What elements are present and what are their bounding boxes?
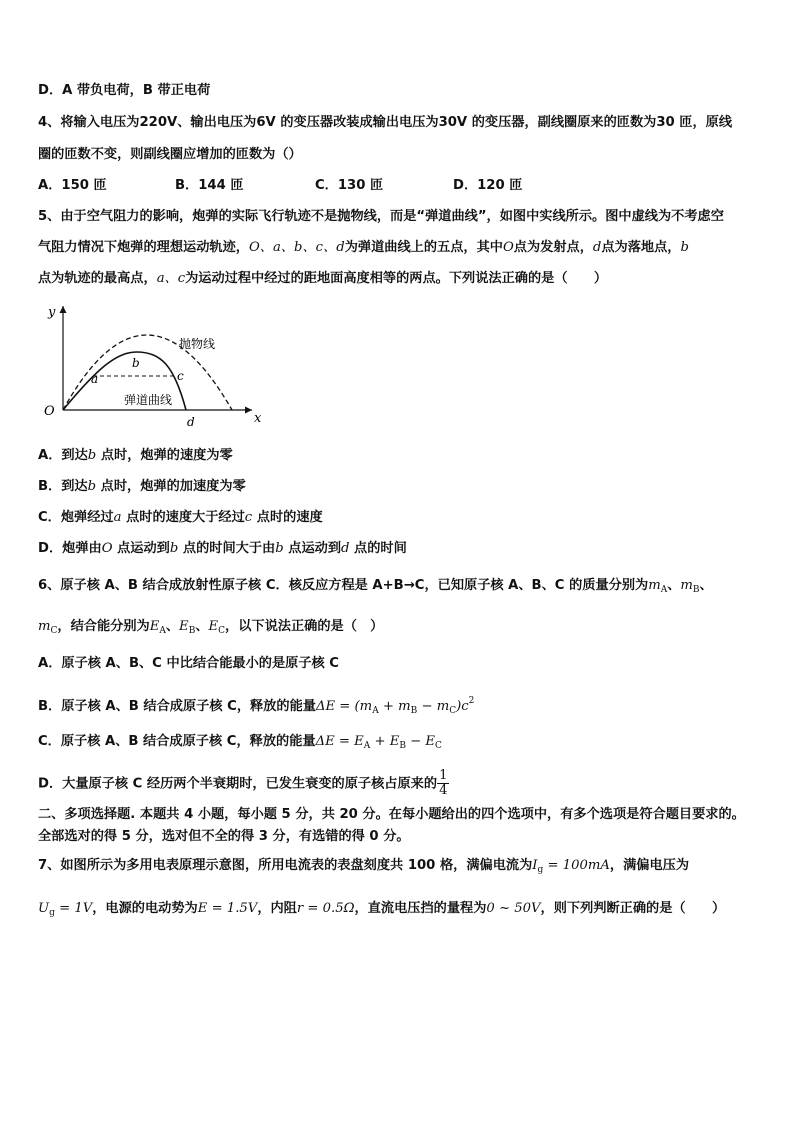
prev-question-option-d: D．A 带负电荷，B 带正电荷 <box>38 83 211 98</box>
q6-option-c: C．原子核 A、B 结合成原子核 C，释放的能量$\Delta E = E_A + E_B - E_C$ <box>38 734 442 751</box>
fraction-one-quarter: $\frac{1}{4}$ <box>439 768 448 798</box>
q4-stem-line1: 4、将输入电压为220V、输出电压为6V 的变压器改装成输出电压为30V 的变压器，副线圈原来的匝数为30 匝，原线 <box>38 115 733 130</box>
trajectory-figure <box>36 300 272 436</box>
point-a-label: a <box>91 372 99 386</box>
section2-instructions-line2: 全部选对的得 5 分，选对但不全的得 3 分，有选错的得 0 分。 <box>38 829 410 844</box>
point-c-label: c <box>177 369 184 383</box>
q4-option-b: B．144 匝 <box>175 178 244 193</box>
q6-option-a: A．原子核 A、B、C 中比结合能最小的是原子核 C <box>38 656 339 671</box>
q4-stem-line2: 圈的匝数不变，则副线圈应增加的匝数为（） <box>38 147 302 162</box>
q4-options <box>38 177 760 195</box>
point-d-label: d <box>187 415 195 429</box>
section2-instructions-line1: 二、多项选择题. 本题共 4 小题，每小题 5 分，共 20 分。在每小题给出的四个选项中，有多个选项是符合题目要求的。 <box>38 807 745 822</box>
q6-option-b: B．原子核 A、B 结合成原子核 C，释放的能量$\Delta E = (m_A + m_B - m_C)c^2$ <box>38 696 475 716</box>
origin-label: O <box>44 404 55 419</box>
q5-stem-line2: 气阻力情况下炮弹的理想运动轨迹，O、a、b、c、d为弹道曲线上的五点，其中O点为发射点，d点为落地点，b <box>38 240 689 255</box>
q5-option-a: A．到达b 点时，炮弹的速度为零 <box>38 448 233 463</box>
q5-option-d: D．炮弹由O 点运动到b 点的时间大于由b 点运动到d 点的时间 <box>38 541 407 556</box>
q5-stem-line1: 5、由于空气阻力的影响，炮弹的实际飞行轨迹不是抛物线，而是“弹道曲线”，如图中实线所示。图中虚线为不考虑空 <box>38 209 724 224</box>
q4-option-c: C．130 匝 <box>315 178 384 193</box>
parabola-label: 抛物线 <box>179 337 216 351</box>
q6-stem-line1: 6、原子核 A、B 结合成放射性原子核 C．核反应方程是 A+B→C，已知原子核 A、B、C 的质量分别为$m_A$、$m_B$、 <box>38 578 713 595</box>
q5-stem-line3: 点为轨迹的最高点，a、c为运动过程中经过的距地面高度相等的两点。下列说法正确的是（ ） <box>38 271 608 286</box>
ballistic-label: 弹道曲线 <box>124 393 173 407</box>
q6-stem-line2: $m_C$，结合能分别为$E_A$、$E_B$、$E_C$，以下说法正确的是（ ） <box>38 619 384 636</box>
y-axis-label: y <box>48 305 56 320</box>
x-axis-label: x <box>254 411 262 426</box>
q5-option-c: C．炮弹经过a 点时的速度大于经过c 点时的速度 <box>38 510 323 525</box>
q6-option-d: D．大量原子核 C 经历两个半衰期时，已发生衰变的原子核占原来的 $\frac{1}{4}$ <box>38 768 448 798</box>
q7-stem-line1: 7、如图所示为多用电表原理示意图，所用电流表的表盘刻度共 100 格，满偏电流为$I_g = 100mA$，满偏电压为 <box>38 858 690 875</box>
point-b-label: b <box>132 356 140 370</box>
q5-option-b: B．到达b 点时，炮弹的加速度为零 <box>38 479 246 494</box>
q7-stem-line2: $U_g = 1V$，电源的电动势为E = 1.5V，内阻r = 0.5Ω，直流电压挡的量程为0 ~ 50V，则下列判断正确的是（ ） <box>38 901 726 918</box>
q4-option-a: A．150 匝 <box>38 178 107 193</box>
q4-option-d: D．120 匝 <box>453 178 523 193</box>
